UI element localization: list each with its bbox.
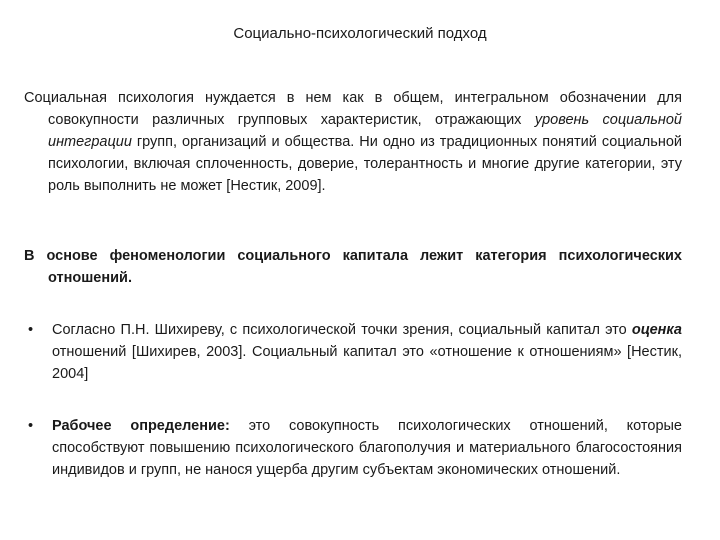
bullet-item-working-definition <box>24 415 682 481</box>
paragraph1-text-start: Социальная психология нуждается в нем как в общем, интегральном обозначении для совокупности различных групповых характеристик, отражающих <box>24 90 682 128</box>
bullet1-text-end: отношений [Шихирев, 2003]. Социальный капитал это «отношение к отношениям» [Нестик, 2004] <box>52 344 682 382</box>
paragraph1-italic-term: уровень социальной интеграции <box>48 112 682 150</box>
bullet1-text-start: Согласно П.Н. Шихиреву, с психологической точки зрения, социальный капитал это <box>52 322 632 338</box>
bullet-text <box>52 415 682 481</box>
bullet-text <box>52 319 682 385</box>
bullet1-emphasis: оценка <box>631 322 682 338</box>
bullet-item-shikhirev <box>24 319 682 385</box>
slide-title: Социально-психологический подход <box>233 25 487 42</box>
paragraph-phenomenology: В основе феноменологии социального капитала лежит категория психологических отношений. <box>24 248 682 286</box>
bullet-marker: • <box>28 418 34 434</box>
bullet-marker: • <box>28 322 34 338</box>
paragraph-social-psychology <box>24 87 682 197</box>
paragraph1-text-end: групп, организаций и общества. Ни одно из традиционных понятий социальной психологии, включая сплоченность, доверие, толерантность и многие другие категории, эту роль выполнить не может [Нестик, 2009]. <box>48 134 682 194</box>
bullet2-bold-label: Рабочее определение: <box>52 418 230 434</box>
bullet2-text-end: это совокупность психологических отношений, которые способствуют повышению психологического благополучия и материального благосостояния индивидов и групп, не нанося ущерба другим субъектам экономических отношений. <box>52 418 682 478</box>
